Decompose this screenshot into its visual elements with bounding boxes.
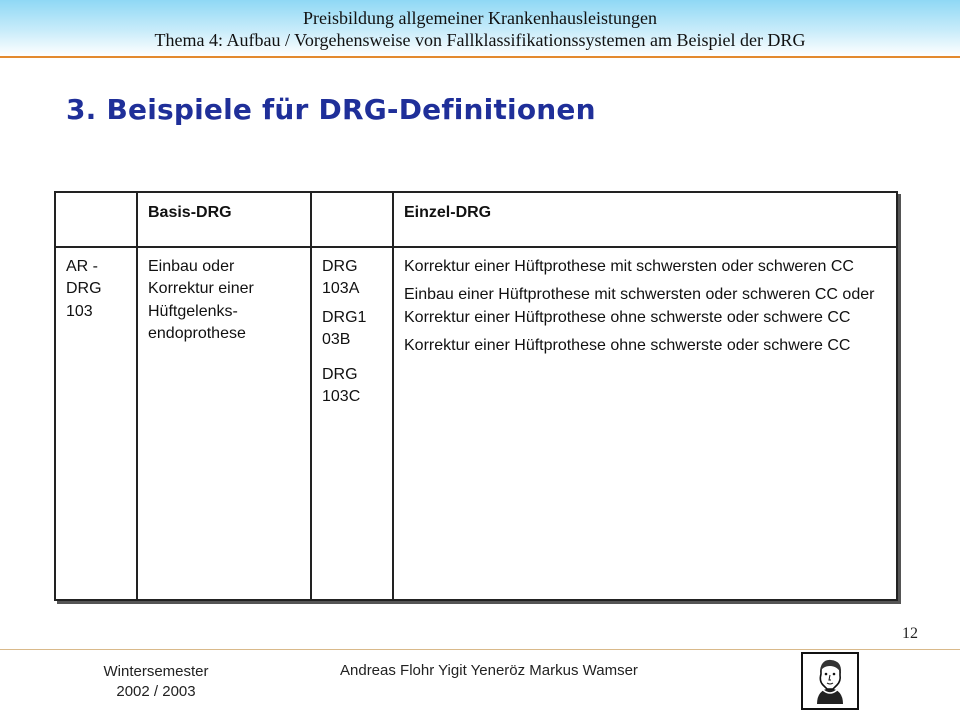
footer-divider bbox=[0, 649, 960, 650]
footer-semester-line1: Wintersemester bbox=[103, 663, 209, 680]
footer-semester bbox=[96, 662, 216, 703]
einzel-code: DRG1 03B bbox=[322, 308, 367, 349]
einzel-description: Einbau einer Hüftprothese mit schwersten oder schweren CC oder Korrektur einer Hüftprothese ohne schwerste oder schwere CC bbox=[404, 286, 875, 326]
drg-table bbox=[54, 191, 898, 601]
footer-authors: Andreas Flohr Yigit Yeneröz Markus Wamser bbox=[340, 662, 638, 679]
cell-basis-description: Einbau oder Korrektur einer Hüftgelenks-endoprothese bbox=[137, 247, 311, 600]
header-divider bbox=[0, 56, 960, 58]
footer-semester-line2: 2002 / 2003 bbox=[116, 683, 196, 701]
portrait-seal-graphic bbox=[803, 654, 857, 708]
einzel-code: DRG 103A bbox=[322, 258, 360, 298]
einzel-description: Korrektur einer Hüftprothese mit schwersten oder schweren CC bbox=[404, 258, 854, 275]
header-cell-empty-1 bbox=[55, 192, 137, 247]
cell-einzel-codes bbox=[311, 247, 393, 600]
header-cell-basis-drg: Basis-DRG bbox=[137, 192, 311, 247]
header-cell-einzel-drg: Einzel-DRG bbox=[393, 192, 897, 247]
cell-einzel-descriptions bbox=[393, 247, 897, 600]
page-number: 12 bbox=[902, 625, 918, 642]
cell-ar-drg-code: AR - DRG 103 bbox=[55, 247, 137, 600]
slide-title: 3. Beispiele für DRG-Definitionen bbox=[66, 93, 596, 126]
table-row bbox=[55, 247, 897, 600]
table-header-row bbox=[55, 192, 897, 247]
header-subtitle: Thema 4: Aufbau / Vorgehensweise von Fallklassifikationssystemen am Beispiel der DRG bbox=[154, 30, 806, 50]
einzel-code: DRG 103C bbox=[322, 365, 361, 405]
einzel-description: Korrektur einer Hüftprothese ohne schwerste oder schwere CC bbox=[404, 337, 851, 355]
header-title: Preisbildung allgemeiner Krankenhausleistungen bbox=[303, 8, 657, 28]
header-cell-empty-2 bbox=[311, 192, 393, 247]
portrait-seal-icon bbox=[801, 652, 859, 710]
